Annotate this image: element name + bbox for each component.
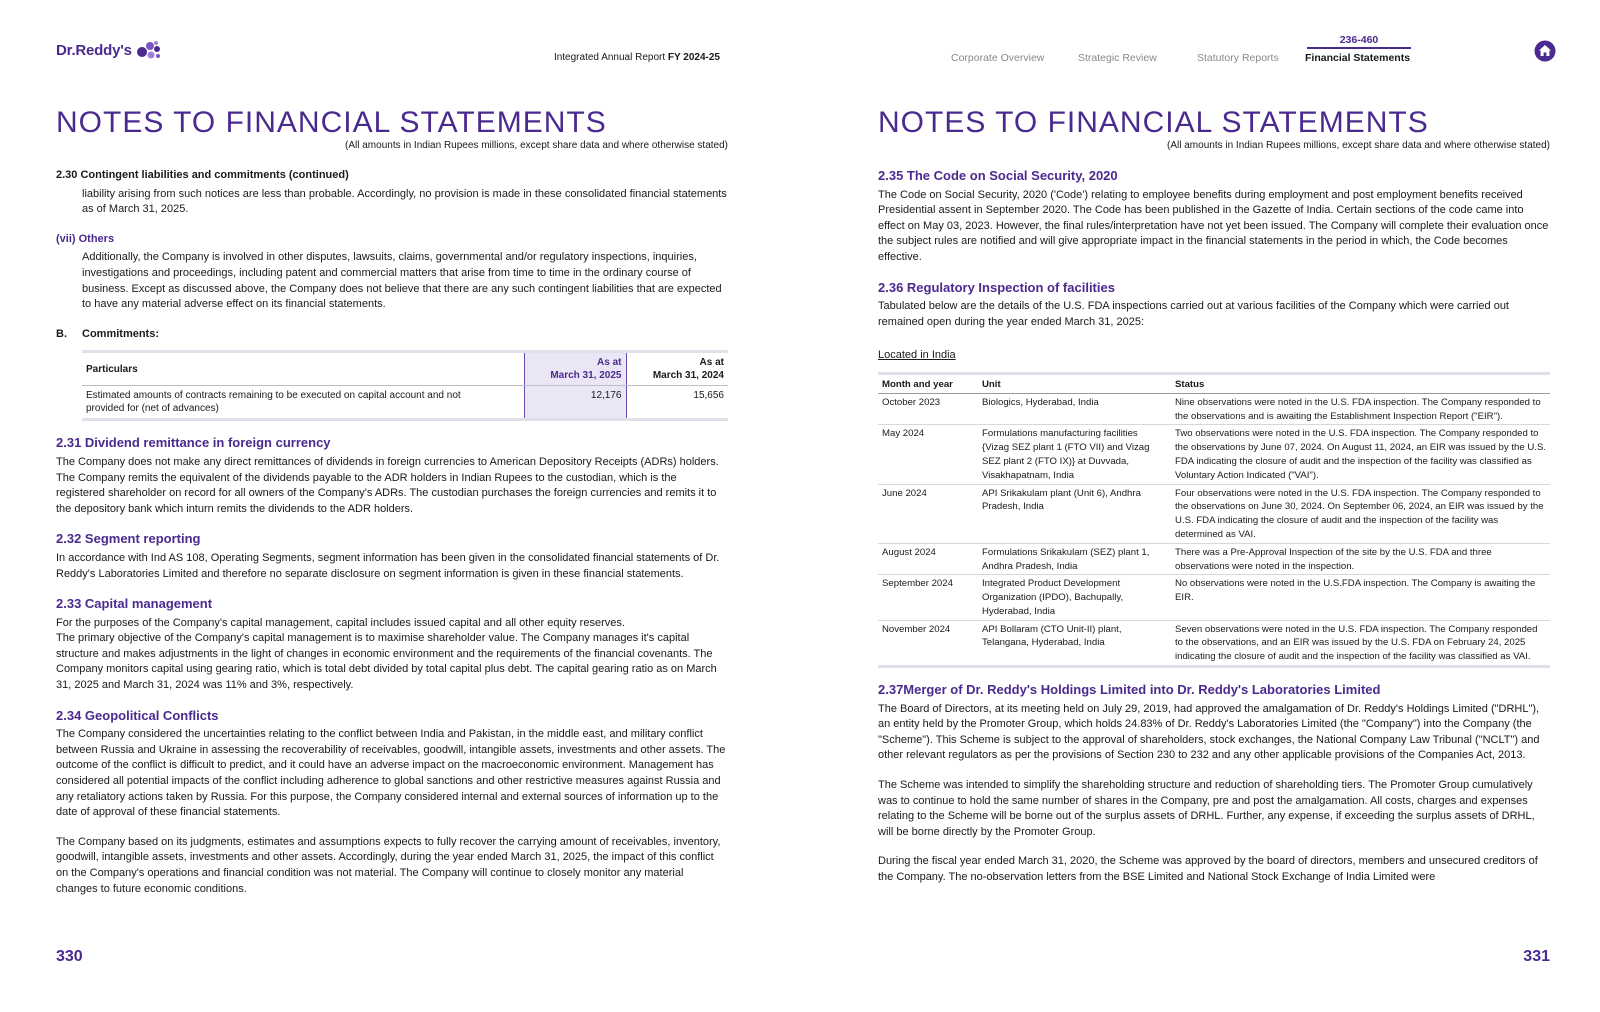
fda-inspections-table	[878, 372, 1550, 668]
amounts-note: (All amounts in Indian Rupees millions, except share data and where otherwise stated)	[1167, 140, 1550, 151]
commitments-label: B.	[56, 327, 67, 340]
section-2-32-text: In accordance with Ind AS 108, Operating Segments, segment information has been given in the consolidated financial statements of Dr. Reddy's Laboratories Limited and therefore no separate disclosure on segment information is given in these financial statements.	[56, 551, 720, 580]
right-content	[878, 168, 1550, 886]
table-row	[878, 393, 1550, 425]
value-2024: 15,656	[693, 390, 724, 402]
section-2-31-text: The Company does not make any direct remittances of dividends in foreign currencies to American Depository Receipts (ADRs) holders. The Company remits the equivalent of the dividends payable to the ADR holders in Indian Rupees to the custodian, which is the registered shareholder on record for all owners of the Company's ADRs. The custodian purchases the foreign currencies and remits it to the depository bank which inturn remits the dividends to the ADR holders.	[56, 455, 719, 515]
row-status: No observations were noted in the U.S.FDA inspection. The Company is awaiting the EIR.	[1171, 575, 1550, 620]
row-month: August 2024	[878, 543, 978, 575]
col-unit: Unit	[978, 373, 1171, 393]
row-status: Four observations were noted in the U.S. FDA inspection. The Company responded to the observations on June 30, 2024. On September 06, 2024, an EIR was issued by the U.S. FDA indicating the closure of audit and the inspection of the facility was determined as VAI.	[1171, 484, 1550, 543]
brand-name: Dr.Reddy's	[56, 41, 132, 59]
row-status: Nine observations were noted in the U.S. FDA inspection. The Company responded to the observations and is awaiting the Establishment Inspection Report ("EIR").	[1171, 393, 1550, 425]
section-2-31-heading: 2.31 Dividend remittance in foreign currency	[56, 435, 331, 451]
col-march-2024-line2: March 31, 2024	[652, 370, 724, 382]
table-row	[878, 484, 1550, 543]
section-2-37-text-2: The Scheme was intended to simplify the shareholding structure and reduction of shareholding tiers. The Promoter Group cumulatively was to continue to hold the same number of shares in the Company, pre and post the amalgamation. All costs, charges and expenses relating to the Scheme will be borne out of the surplus assets of DRHL. Further, any expense, if exceeding the surplus assets of DRHL, will be borne directly by the Promoter Group.	[878, 779, 1535, 838]
col-status: Status	[1171, 373, 1550, 393]
located-in-india: Located in India	[878, 349, 956, 362]
section-2-32-heading: 2.32 Segment reporting	[56, 531, 201, 547]
page-number-right: 331	[1523, 948, 1550, 965]
table-row	[82, 386, 728, 420]
section-2-34-text-1: The Company considered the uncertainties relating to the conflict between India and Pakistan, in the middle east, and military conflict between Russia and Ukraine in assessing the recoverability of receivables, goodwill, intangible assets, investments and other assets. The outcome of the conflict is difficult to predict, and it could have an adverse impact on the macroeconomic environment. Management has considered all potential impacts of the conflict including adherence to global sanctions and other restrictive measures against Russia and any retaliatory actions taken by Russia. For this purpose, the Company considered internal and external sources of information up to the date of approval of these financial statements.	[56, 728, 726, 819]
col-particulars: Particulars	[82, 352, 524, 386]
col-march-2025-line1: As at	[597, 357, 622, 369]
section-2-35-text: The Code on Social Security, 2020 ('Code') relating to employee benefits during employment and post employment benefits received Presidential assent in September 2020. The Code has been published in the Gazette of India. Certain sections of the code came into effect on May 03, 2023. However, the final rules/interpretation have not yet been issued. The Company will complete their evaluation once the subject rules are notified and will give appropriate impact in the financial statements in the period in which, the Code becomes effective.	[878, 188, 1549, 263]
row-unit: API Srikakulam plant (Unit 6), Andhra Pradesh, India	[978, 484, 1171, 543]
col-march-2025	[524, 352, 626, 386]
nav-financial-statements[interactable]: Financial Statements	[1305, 52, 1411, 64]
row-unit: API Bollaram (CTO Unit-II) plant, Telangana, Hyderabad, India	[982, 623, 1122, 649]
right-page	[878, 0, 1550, 1012]
report-title-year: FY 2024-25	[667, 52, 720, 63]
nav-page-range: 236-460	[1307, 34, 1411, 49]
section-2-34-text-2: The Company based on its judgments, estimates and assumptions expects to fully recover the carrying amount of receivables, inventory, goodwill, intangible assets, investments and other assets. Accordingly, during the year ended March 31, 2025, the impact of this conflict on the Company's operations and financial condition was not material. The Company will continue to closely monitor any material changes to future economic conditions.	[56, 835, 721, 895]
section-2-36-heading: 2.36 Regulatory Inspection of facilities	[878, 279, 1115, 295]
page-title: NOTES TO FINANCIAL STATEMENTS	[878, 106, 1429, 139]
page-number-left: 330	[56, 948, 83, 965]
page-title: NOTES TO FINANCIAL STATEMENTS	[56, 106, 607, 139]
amounts-note: (All amounts in Indian Rupees millions, except share data and where otherwise stated)	[345, 140, 728, 151]
row-month: October 2023	[878, 393, 978, 425]
section-2-37-heading: 2.37Merger of Dr. Reddy's Holdings Limited into Dr. Reddy's Laboratories Limited	[878, 682, 1381, 698]
row-unit: Biologics, Hyderabad, India	[978, 393, 1171, 425]
row-month: November 2024	[882, 623, 951, 635]
report-title-prefix: Integrated Annual Report	[553, 52, 668, 63]
row-month: September 2024	[878, 575, 978, 620]
nav-statutory-reports[interactable]: Statutory Reports	[1197, 52, 1279, 64]
row-unit: Integrated Product Development Organization (IPDO), Bachupally, Hyderabad, India	[978, 575, 1171, 620]
commitments-title: Commitments:	[82, 327, 160, 340]
commitments-heading	[56, 327, 728, 343]
left-content	[56, 168, 728, 897]
value-2025: 12,176	[524, 386, 626, 420]
others-text: Additionally, the Company is involved in other disputes, lawsuits, claims, governmental and/or regulatory inspections, inquiries, investigations and proceedings, including patent and commercial matters that arise from time to time in the ordinary course of business. Except as discussed above, the Company does not believe that there are any such contingent liabilities that are expected to have any material adverse effect on its financial statements.	[82, 251, 722, 311]
table-header-row	[82, 352, 728, 386]
section-2-36-text: Tabulated below are the details of the U.S. FDA inspections carried out at various facilities of the Company which were carried out remained open during the year ended March 31, 2025:	[878, 300, 1509, 328]
section-2-37-text-3: During the fiscal year ended March 31, 2020, the Scheme was approved by the board of directors, members and unsecured creditors of the Company. The no-observation letters from the BSE Limited and National Stock Exchange of India Limited were	[878, 855, 1538, 884]
section-2-30-text: liability arising from such notices are less than probable. Accordingly, no provision is made in these consolidated financial statements as of March 31, 2025.	[82, 187, 727, 216]
nav-strategic-review[interactable]: Strategic Review	[1078, 52, 1157, 64]
row-month: May 2024	[878, 425, 978, 484]
section-2-33-heading: 2.33 Capital management	[56, 596, 213, 612]
left-page	[56, 0, 728, 1012]
table-row	[878, 575, 1550, 620]
others-heading: (vii) Others	[56, 232, 115, 245]
col-month-year: Month and year	[878, 373, 978, 393]
nav-corporate-overview[interactable]: Corporate Overview	[951, 52, 1045, 64]
row-status: Two observations were noted in the U.S. FDA inspection. The Company responded to the observations by June 07, 2024. On August 11, 2024, an EIR was issued by the U.S. FDA indicating the closure of audit and the inspection of the facility was classified as Voluntary Action Indicated ("VAI").	[1171, 425, 1550, 484]
table-header-row	[878, 373, 1550, 393]
section-2-37-text-1: The Board of Directors, at its meeting held on July 29, 2019, had approved the amalgamation of Dr. Reddy's Holdings Limited ("DRHL"), an entity held by the Promoter Group, which holds 24.83% of Dr. Reddy's Laboratories Limited (the "Company") into the Company (the "Scheme"). This Scheme is subject to the approval of shareholders, stock exchanges, the National Company Law Tribunal ("NCLT") and other relevant regulators as per the provisions of Section 230 to 232 and any other applicable provisions of the Companies Act, 2013.	[878, 702, 1540, 762]
table-row	[878, 620, 1550, 666]
row-month: June 2024	[878, 484, 978, 543]
col-march-2024	[626, 352, 728, 386]
section-2-35-heading: 2.35 The Code on Social Security, 2020	[878, 168, 1118, 183]
row-unit: Formulations Srikakulam (SEZ) plant 1, Andhra Pradesh, India	[978, 543, 1171, 575]
section-2-33-text-2: The primary objective of the Company's capital management is to maximise shareholder value. The Company manages it's capital structure and makes adjustments in the light of changes in economic environment and the requirements of the financial covenants. The Company monitors capital using gearing ratio, which is total debt divided by total capital plus debt. The capital gearing ratio as on March 31, 2025 and March 31, 2024 was 11% and 3%, respectively.	[56, 632, 717, 692]
table-row	[878, 543, 1550, 575]
row-status: Seven observations were noted in the U.S. FDA inspection. The Company responded to the observations, and an EIR was issued by the U.S. FDA on February 24, 2025 indicating the closure of audit and the inspection of the facility was classified as VAI.	[1175, 623, 1538, 663]
row-unit: Formulations manufacturing facilities {Vizag SEZ plant 1 (FTO VII) and Vizag SEZ plant 2 (FTO IX)} at Duvvada, Visakhapatnam, India	[978, 425, 1171, 484]
col-march-2025-line2: March 31, 2025	[550, 370, 622, 382]
section-2-30-heading: 2.30 Contingent liabilities and commitments (continued)	[56, 169, 349, 181]
section-2-33-text-1: For the purposes of the Company's capital management, capital includes issued capital and all other equity reserves.	[56, 616, 625, 629]
col-march-2024-line1: As at	[699, 357, 724, 369]
section-2-34-heading: 2.34 Geopolitical Conflicts	[56, 707, 219, 723]
row-label: Estimated amounts of contracts remaining to be executed on capital account and not provided for (net of advances)	[86, 390, 461, 415]
row-status: There was a Pre-Approval Inspection of the site by the U.S. FDA and three observations were noted in the inspection.	[1171, 543, 1550, 575]
table-row	[878, 425, 1550, 484]
commitments-table	[82, 350, 728, 421]
